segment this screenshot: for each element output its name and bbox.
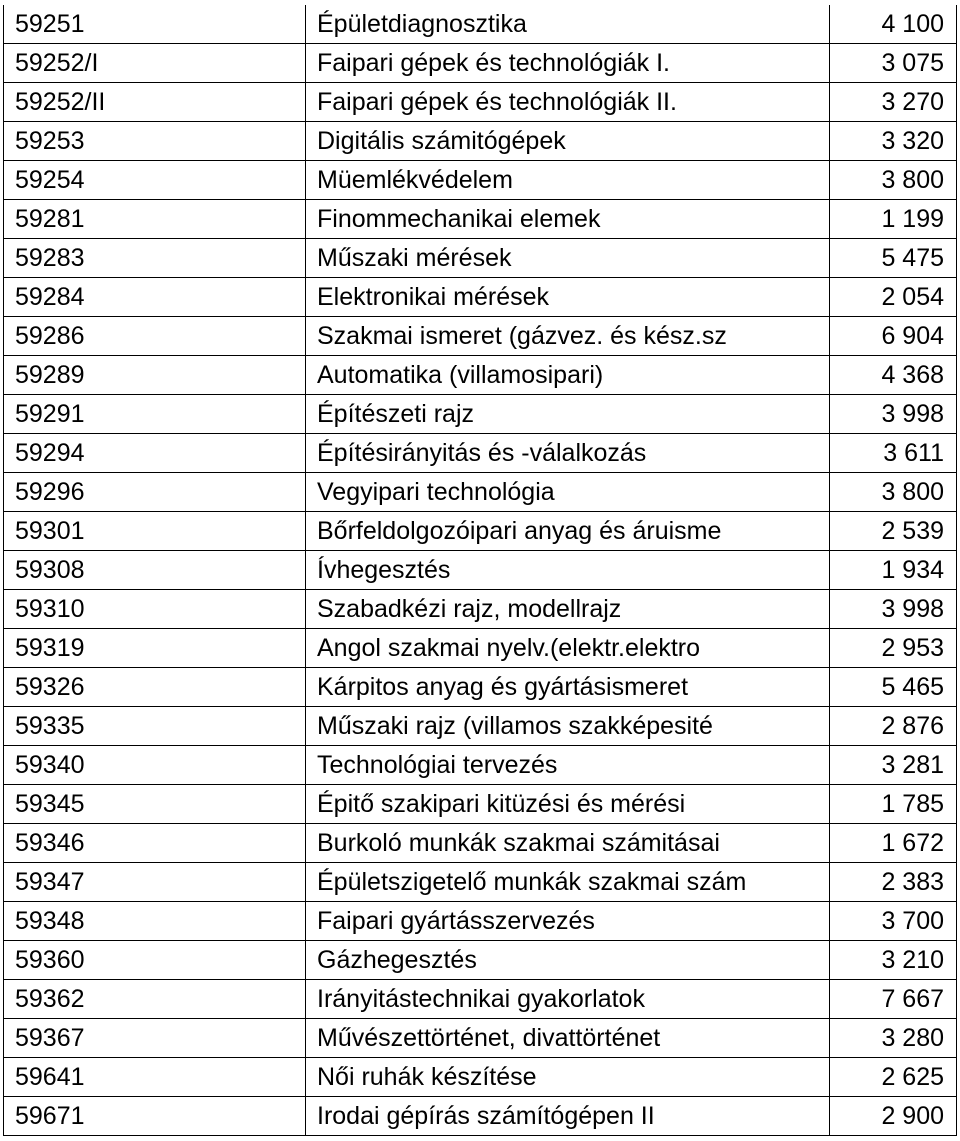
- item-name-cell: Épületdiagnosztika: [306, 5, 830, 44]
- item-price-cell: 3 700: [830, 902, 957, 941]
- table-row: [4, 5, 957, 44]
- item-code-cell: 59340: [4, 746, 306, 785]
- item-name-cell: Szakmai ismeret (gázvez. és kész.sz: [306, 317, 830, 356]
- item-name-cell: Női ruhák készítése: [306, 1058, 830, 1097]
- item-code-cell: 59308: [4, 551, 306, 590]
- item-price-cell: 2 876: [830, 707, 957, 746]
- item-code-cell: 59641: [4, 1058, 306, 1097]
- item-code-cell: 59345: [4, 785, 306, 824]
- item-name-cell: Irodai gépírás számítógépen II: [306, 1097, 830, 1136]
- table-row: [4, 239, 957, 278]
- item-name-cell: Finommechanikai elemek: [306, 200, 830, 239]
- table-row: [4, 395, 957, 434]
- item-name-cell: Burkoló munkák szakmai számitásai: [306, 824, 830, 863]
- table-row: [4, 551, 957, 590]
- item-name-cell: Faipari gyártásszervezés: [306, 902, 830, 941]
- item-code-cell: 59252/II: [4, 83, 306, 122]
- item-price-cell: 2 900: [830, 1097, 957, 1136]
- item-name-cell: Kárpitos anyag és gyártásismeret: [306, 668, 830, 707]
- price-list-body: [4, 5, 957, 1136]
- item-code-cell: 59252/I: [4, 44, 306, 83]
- item-price-cell: 2 625: [830, 1058, 957, 1097]
- table-row: [4, 83, 957, 122]
- table-row: [4, 707, 957, 746]
- item-name-cell: Gázhegesztés: [306, 941, 830, 980]
- item-price-cell: 1 672: [830, 824, 957, 863]
- item-price-cell: 3 998: [830, 395, 957, 434]
- item-price-cell: 3 210: [830, 941, 957, 980]
- table-row: [4, 785, 957, 824]
- item-code-cell: 59319: [4, 629, 306, 668]
- item-price-cell: 4 100: [830, 5, 957, 44]
- item-code-cell: 59283: [4, 239, 306, 278]
- table-row: [4, 746, 957, 785]
- item-name-cell: Technológiai tervezés: [306, 746, 830, 785]
- item-price-cell: 7 667: [830, 980, 957, 1019]
- item-price-cell: 3 281: [830, 746, 957, 785]
- item-code-cell: 59360: [4, 941, 306, 980]
- item-name-cell: Épületszigetelő munkák szakmai szám: [306, 863, 830, 902]
- table-row: [4, 161, 957, 200]
- item-code-cell: 59284: [4, 278, 306, 317]
- table-row: [4, 473, 957, 512]
- item-name-cell: Vegyipari technológia: [306, 473, 830, 512]
- table-row: [4, 629, 957, 668]
- item-code-cell: 59291: [4, 395, 306, 434]
- table-row: [4, 512, 957, 551]
- table-row: [4, 1097, 957, 1136]
- item-name-cell: Digitális számitógépek: [306, 122, 830, 161]
- price-list-table: [3, 5, 957, 1136]
- item-code-cell: 59326: [4, 668, 306, 707]
- item-price-cell: 3 611: [830, 434, 957, 473]
- item-price-cell: 5 475: [830, 239, 957, 278]
- item-name-cell: Művészettörténet, divattörténet: [306, 1019, 830, 1058]
- table-row: [4, 434, 957, 473]
- item-code-cell: 59286: [4, 317, 306, 356]
- table-row: [4, 902, 957, 941]
- item-name-cell: Faipari gépek és technológiák I.: [306, 44, 830, 83]
- item-name-cell: Építésirányitás és -válalkozás: [306, 434, 830, 473]
- table-row: [4, 980, 957, 1019]
- item-name-cell: Elektronikai mérések: [306, 278, 830, 317]
- item-price-cell: 2 539: [830, 512, 957, 551]
- item-price-cell: 1 934: [830, 551, 957, 590]
- item-code-cell: 59253: [4, 122, 306, 161]
- item-name-cell: Építészeti rajz: [306, 395, 830, 434]
- item-price-cell: 3 075: [830, 44, 957, 83]
- item-price-cell: 3 800: [830, 473, 957, 512]
- item-name-cell: Műszaki rajz (villamos szakképesité: [306, 707, 830, 746]
- table-row: [4, 278, 957, 317]
- table-row: [4, 1058, 957, 1097]
- item-code-cell: 59296: [4, 473, 306, 512]
- item-price-cell: 1 785: [830, 785, 957, 824]
- item-price-cell: 3 800: [830, 161, 957, 200]
- item-code-cell: 59348: [4, 902, 306, 941]
- table-row: [4, 200, 957, 239]
- item-name-cell: Angol szakmai nyelv.(elektr.elektro: [306, 629, 830, 668]
- item-price-cell: 3 998: [830, 590, 957, 629]
- item-price-cell: 2 953: [830, 629, 957, 668]
- item-price-cell: 3 270: [830, 83, 957, 122]
- item-code-cell: 59281: [4, 200, 306, 239]
- item-code-cell: 59362: [4, 980, 306, 1019]
- item-price-cell: 1 199: [830, 200, 957, 239]
- table-row: [4, 1019, 957, 1058]
- item-name-cell: Ívhegesztés: [306, 551, 830, 590]
- item-code-cell: 59346: [4, 824, 306, 863]
- item-name-cell: Műszaki mérések: [306, 239, 830, 278]
- item-code-cell: 59367: [4, 1019, 306, 1058]
- table-row: [4, 863, 957, 902]
- item-code-cell: 59671: [4, 1097, 306, 1136]
- item-name-cell: Faipari gépek és technológiák II.: [306, 83, 830, 122]
- item-price-cell: 6 904: [830, 317, 957, 356]
- item-code-cell: 59347: [4, 863, 306, 902]
- item-name-cell: Bőrfeldolgozóipari anyag és áruisme: [306, 512, 830, 551]
- table-row: [4, 317, 957, 356]
- item-code-cell: 59301: [4, 512, 306, 551]
- table-row: [4, 44, 957, 83]
- item-code-cell: 59251: [4, 5, 306, 44]
- item-name-cell: Épitő szakipari kitüzési és mérési: [306, 785, 830, 824]
- table-row: [4, 590, 957, 629]
- item-name-cell: Irányitástechnikai gyakorlatok: [306, 980, 830, 1019]
- table-row: [4, 824, 957, 863]
- table-row: [4, 668, 957, 707]
- table-row: [4, 941, 957, 980]
- item-price-cell: 2 054: [830, 278, 957, 317]
- table-row: [4, 356, 957, 395]
- item-price-cell: 3 280: [830, 1019, 957, 1058]
- item-code-cell: 59289: [4, 356, 306, 395]
- item-name-cell: Automatika (villamosipari): [306, 356, 830, 395]
- item-code-cell: 59254: [4, 161, 306, 200]
- item-code-cell: 59294: [4, 434, 306, 473]
- item-price-cell: 3 320: [830, 122, 957, 161]
- item-code-cell: 59335: [4, 707, 306, 746]
- item-price-cell: 4 368: [830, 356, 957, 395]
- table-row: [4, 122, 957, 161]
- item-code-cell: 59310: [4, 590, 306, 629]
- item-name-cell: Müemlékvédelem: [306, 161, 830, 200]
- item-price-cell: 5 465: [830, 668, 957, 707]
- item-price-cell: 2 383: [830, 863, 957, 902]
- item-name-cell: Szabadkézi rajz, modellrajz: [306, 590, 830, 629]
